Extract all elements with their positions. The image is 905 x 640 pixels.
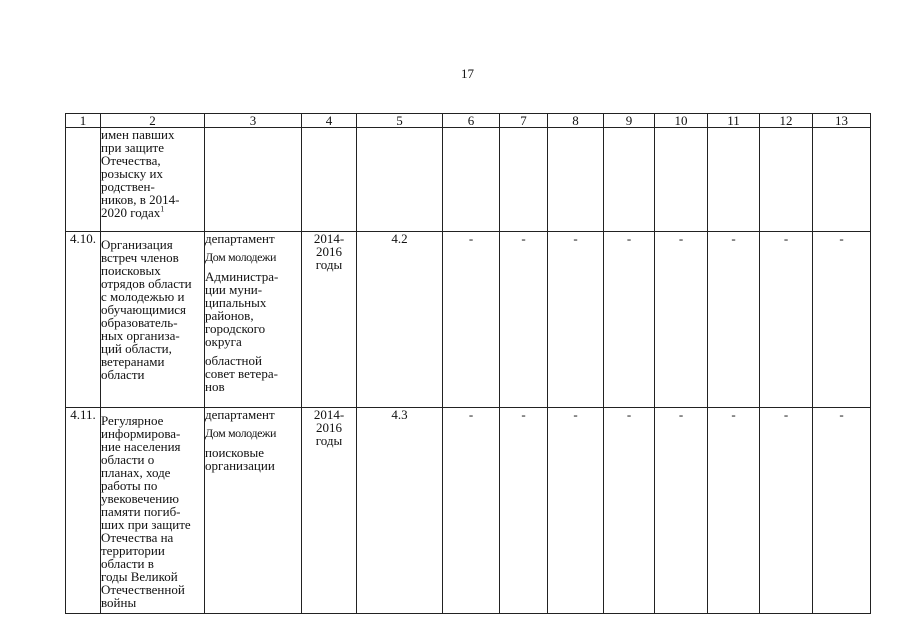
column-header: 9 — [604, 114, 655, 128]
column-header: 7 — [500, 114, 548, 128]
responsible-cell — [205, 128, 302, 232]
column-header: 13 — [813, 114, 871, 128]
column-header: 3 — [205, 114, 302, 128]
measure-name: Регулярное информирова- ние населения области о планах, ходе работы по увековечению памяти погиб- ших при защите Отечества на территории области в годы Великой Отечественной войны — [101, 408, 205, 614]
column-header: 2 — [101, 114, 205, 128]
period-cell: 2014- 2016 годы — [302, 232, 357, 408]
value-cell: - — [708, 408, 760, 614]
ref-cell: 4.3 — [357, 408, 443, 614]
column-header: 5 — [357, 114, 443, 128]
value-cell — [443, 128, 500, 232]
value-cell: - — [443, 408, 500, 614]
value-cell: - — [760, 232, 813, 408]
header-row — [66, 114, 871, 128]
footnote-mark: 1 — [160, 204, 165, 214]
responsible-org: департамент — [205, 231, 275, 246]
value-cell — [604, 128, 655, 232]
value-cell — [655, 128, 708, 232]
value-cell — [500, 128, 548, 232]
value-cell: - — [813, 408, 871, 614]
value-cell — [708, 128, 760, 232]
table-row — [66, 128, 871, 232]
value-cell: - — [655, 408, 708, 614]
column-header: 6 — [443, 114, 500, 128]
value-cell: - — [708, 232, 760, 408]
value-cell — [760, 128, 813, 232]
column-header: 12 — [760, 114, 813, 128]
measure-name: Организация встреч членов поисковых отрядов области с молодежью и обучающимися образователь- ных организа- ций области, ветеранами области — [101, 232, 205, 408]
responsible-org: Администра- ции муни- ципальных районов, городского округа — [205, 269, 279, 349]
value-cell: - — [500, 408, 548, 614]
value-cell: - — [443, 232, 500, 408]
page-number: 17 — [461, 66, 474, 81]
table-row — [66, 232, 871, 408]
column-header: 1 — [66, 114, 101, 128]
value-cell: - — [500, 232, 548, 408]
ref-cell: 4.2 — [357, 232, 443, 408]
value-cell: - — [604, 232, 655, 408]
column-header: 8 — [548, 114, 604, 128]
value-cell: - — [548, 232, 604, 408]
ref-cell — [357, 128, 443, 232]
value-cell: - — [548, 408, 604, 614]
value-cell: - — [655, 232, 708, 408]
responsible-org: областной совет ветера- нов — [205, 353, 278, 394]
value-cell: - — [604, 408, 655, 614]
value-cell: - — [813, 232, 871, 408]
value-cell: - — [760, 408, 813, 614]
responsible-org: департамент — [205, 407, 275, 422]
responsible-cell — [205, 232, 302, 408]
responsible-org: Дом молодежи — [205, 250, 276, 264]
responsible-org: поисковые организации — [205, 445, 275, 473]
table-row — [66, 408, 871, 614]
value-cell — [548, 128, 604, 232]
row-number: 4.11. — [66, 408, 101, 614]
column-header: 11 — [708, 114, 760, 128]
measures-table — [65, 113, 871, 614]
responsible-org: Дом молодежи — [205, 426, 276, 440]
column-header: 10 — [655, 114, 708, 128]
column-header: 4 — [302, 114, 357, 128]
row-number — [66, 128, 101, 232]
row-number: 4.10. — [66, 232, 101, 408]
measure-name: имен павших при защите Отечества, розыску их родствен- ников, в 2014- 2020 годах$^1$ — [101, 128, 205, 232]
responsible-cell — [205, 408, 302, 614]
value-cell — [813, 128, 871, 232]
period-cell — [302, 128, 357, 232]
period-cell: 2014- 2016 годы — [302, 408, 357, 614]
